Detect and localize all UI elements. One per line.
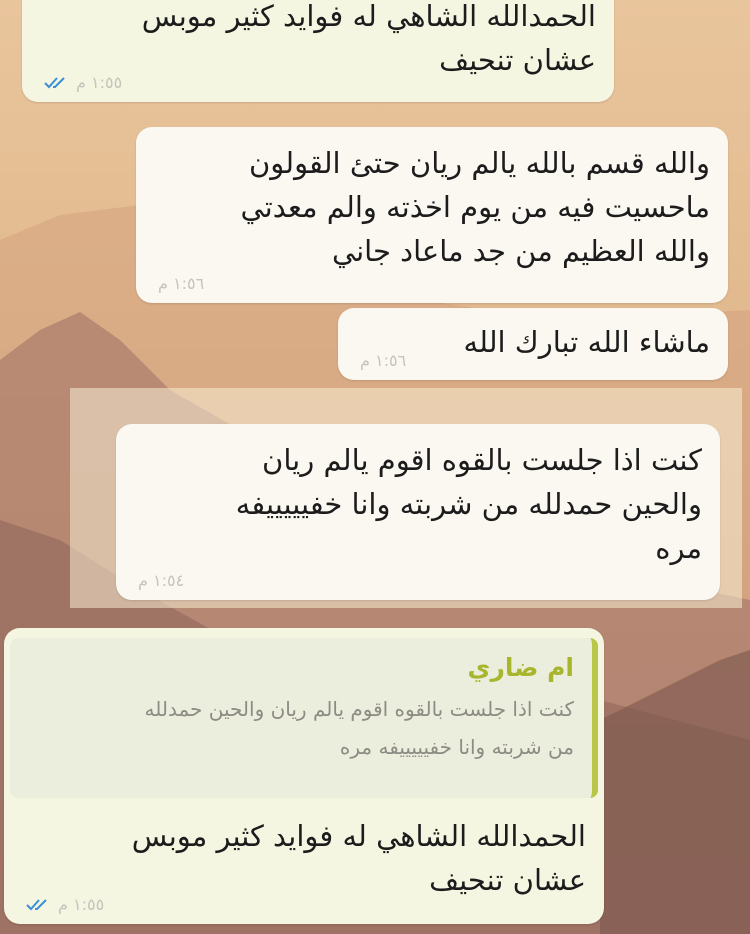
incoming-message[interactable]: [116, 424, 720, 600]
message-meta: [360, 351, 406, 370]
double-check-icon: [26, 898, 52, 912]
message-time: ١:٥٦ م: [158, 274, 205, 293]
double-check-icon: [44, 76, 70, 90]
message-line: عشان تنحيف: [429, 863, 586, 897]
message-time: ١:٥٥ م: [58, 895, 105, 914]
incoming-message[interactable]: [338, 308, 728, 380]
message-line: ماحسيت فيه من يوم اخذته والم معدتي: [240, 190, 710, 224]
outgoing-reply-message[interactable]: [4, 628, 604, 924]
message-meta: [158, 274, 204, 293]
message-time: ١:٥٥ م: [76, 73, 123, 92]
message-meta: [44, 73, 122, 92]
outgoing-message[interactable]: [22, 0, 614, 102]
quoted-sender-name: ام ضاري: [467, 653, 574, 682]
quoted-message[interactable]: [10, 638, 598, 798]
incoming-message[interactable]: [136, 127, 728, 303]
message-meta: [26, 895, 104, 914]
quoted-line: من شربته وانا خفيييييفه مره: [339, 735, 574, 759]
message-time: ١:٥٤ م: [138, 571, 185, 590]
message-line: والحين حمدلله من شربته وانا خفيييييفه: [235, 487, 702, 521]
message-line: ماشاء الله تبارك الله: [463, 325, 710, 359]
quoted-line: كنت اذا جلست بالقوه اقوم يالم ريان والحين حمدلله: [144, 697, 574, 721]
message-line: كنت اذا جلست بالقوه اقوم يالم ريان: [262, 443, 702, 477]
message-time: ١:٥٦ م: [360, 351, 407, 370]
message-line: الحمدالله الشاهي له فوايد كثير موبس: [141, 0, 596, 33]
message-line: عشان تنحيف: [439, 43, 596, 77]
message-meta: [138, 571, 184, 590]
message-line: مره: [655, 531, 702, 565]
message-line: الحمدالله الشاهي له فوايد كثير موبس: [131, 819, 586, 853]
message-line: والله العظيم من جد ماعاد جاني: [331, 234, 710, 268]
message-line: والله قسم بالله يالم ريان حتئ القولون: [248, 146, 710, 180]
